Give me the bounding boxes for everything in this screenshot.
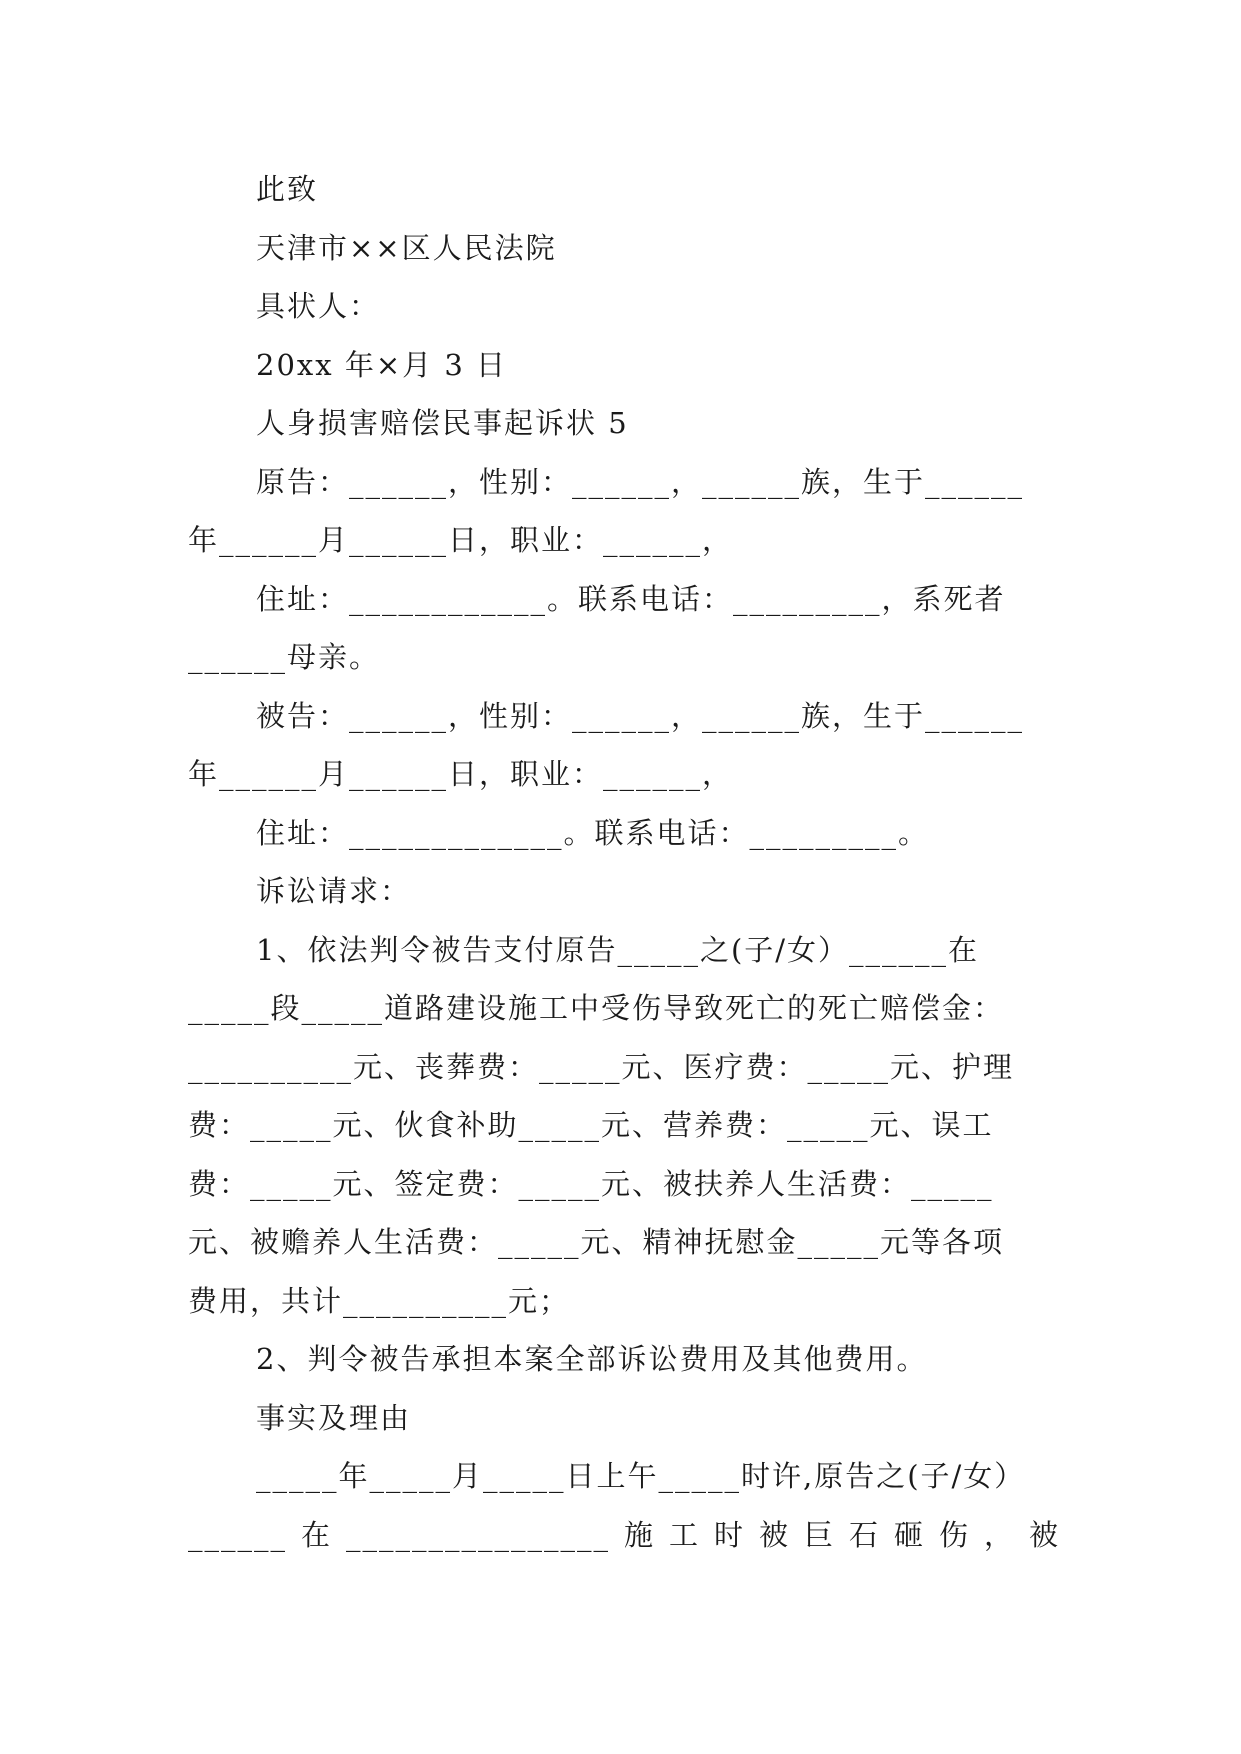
facts-part: 被: [758, 1517, 790, 1552]
facts-part: 工: [668, 1517, 700, 1552]
claim-1-line-5: 费：_____元、签定费：_____元、被扶养人生活费：_____: [188, 1166, 994, 1201]
claim-1-line-6: 元、被赡养人生活费：_____元、精神抚慰金_____元等各项: [188, 1225, 1005, 1259]
date-line: 20xx 年×月 3 日: [256, 347, 508, 382]
facts-part: 施: [623, 1517, 655, 1552]
facts-part: 时: [713, 1517, 745, 1552]
facts-part: 在: [300, 1517, 332, 1552]
facts-part: 被: [1028, 1517, 1060, 1552]
claim-1-line-7: 费用，共计__________元；: [188, 1283, 571, 1318]
facts-part: 巨: [803, 1517, 835, 1552]
claim-1-line-1: 1、依法判令被告支付原告_____之(子/女）______在: [256, 932, 980, 967]
defendant-line-2: 年______月______日，职业：______，: [188, 757, 734, 791]
plaintiff-line-2: 年______月______日，职业：______，: [188, 523, 734, 557]
facts-part: ______: [188, 1517, 287, 1552]
section-title: 人身损害赔偿民事起诉状 5: [256, 406, 629, 440]
facts-line-2: [188, 1506, 1060, 1565]
court-name: 天津市××区人民法院: [256, 230, 557, 265]
facts-part: 砸: [893, 1517, 925, 1552]
salutation: 此致: [256, 172, 319, 206]
plaintiff-address-line: 住址：____________。联系电话：_________，系死者: [256, 581, 1006, 616]
defendant-line-1: 被告：______，性别：______，______族，生于______: [256, 698, 1025, 733]
facts-heading: 事实及理由: [256, 1400, 412, 1435]
claim-1-line-4: 费：_____元、伙食补助_____元、营养费：_____元、误工: [188, 1108, 994, 1142]
document-body: [188, 160, 1060, 1564]
claim-1-line-3: __________元、丧葬费：_____元、医疗费：_____元、护理: [188, 1049, 1015, 1084]
facts-part: 石: [848, 1517, 880, 1552]
facts-line-1: _____年_____月_____日上午_____时许,原告之(子/女）: [256, 1459, 1026, 1493]
claim-1-line-2: _____段_____道路建设施工中受伤导致死亡的死亡赔偿金：: [188, 991, 1005, 1025]
claims-heading: 诉讼请求：: [256, 874, 412, 908]
facts-part: 伤: [938, 1517, 970, 1552]
facts-part: ，: [983, 1517, 1015, 1552]
defendant-address-line: 住址：_____________。联系电话：_________。: [256, 815, 930, 850]
plaintiff-line-1: 原告：______，性别：______，______族，生于______: [256, 464, 1025, 499]
plaintiff-relation-line: ______母亲。: [188, 640, 381, 674]
claim-2-line: 2、判令被告承担本案全部诉讼费用及其他费用。: [256, 1342, 928, 1376]
facts-part: ________________: [345, 1517, 610, 1552]
signer-line: 具状人：: [256, 289, 381, 323]
